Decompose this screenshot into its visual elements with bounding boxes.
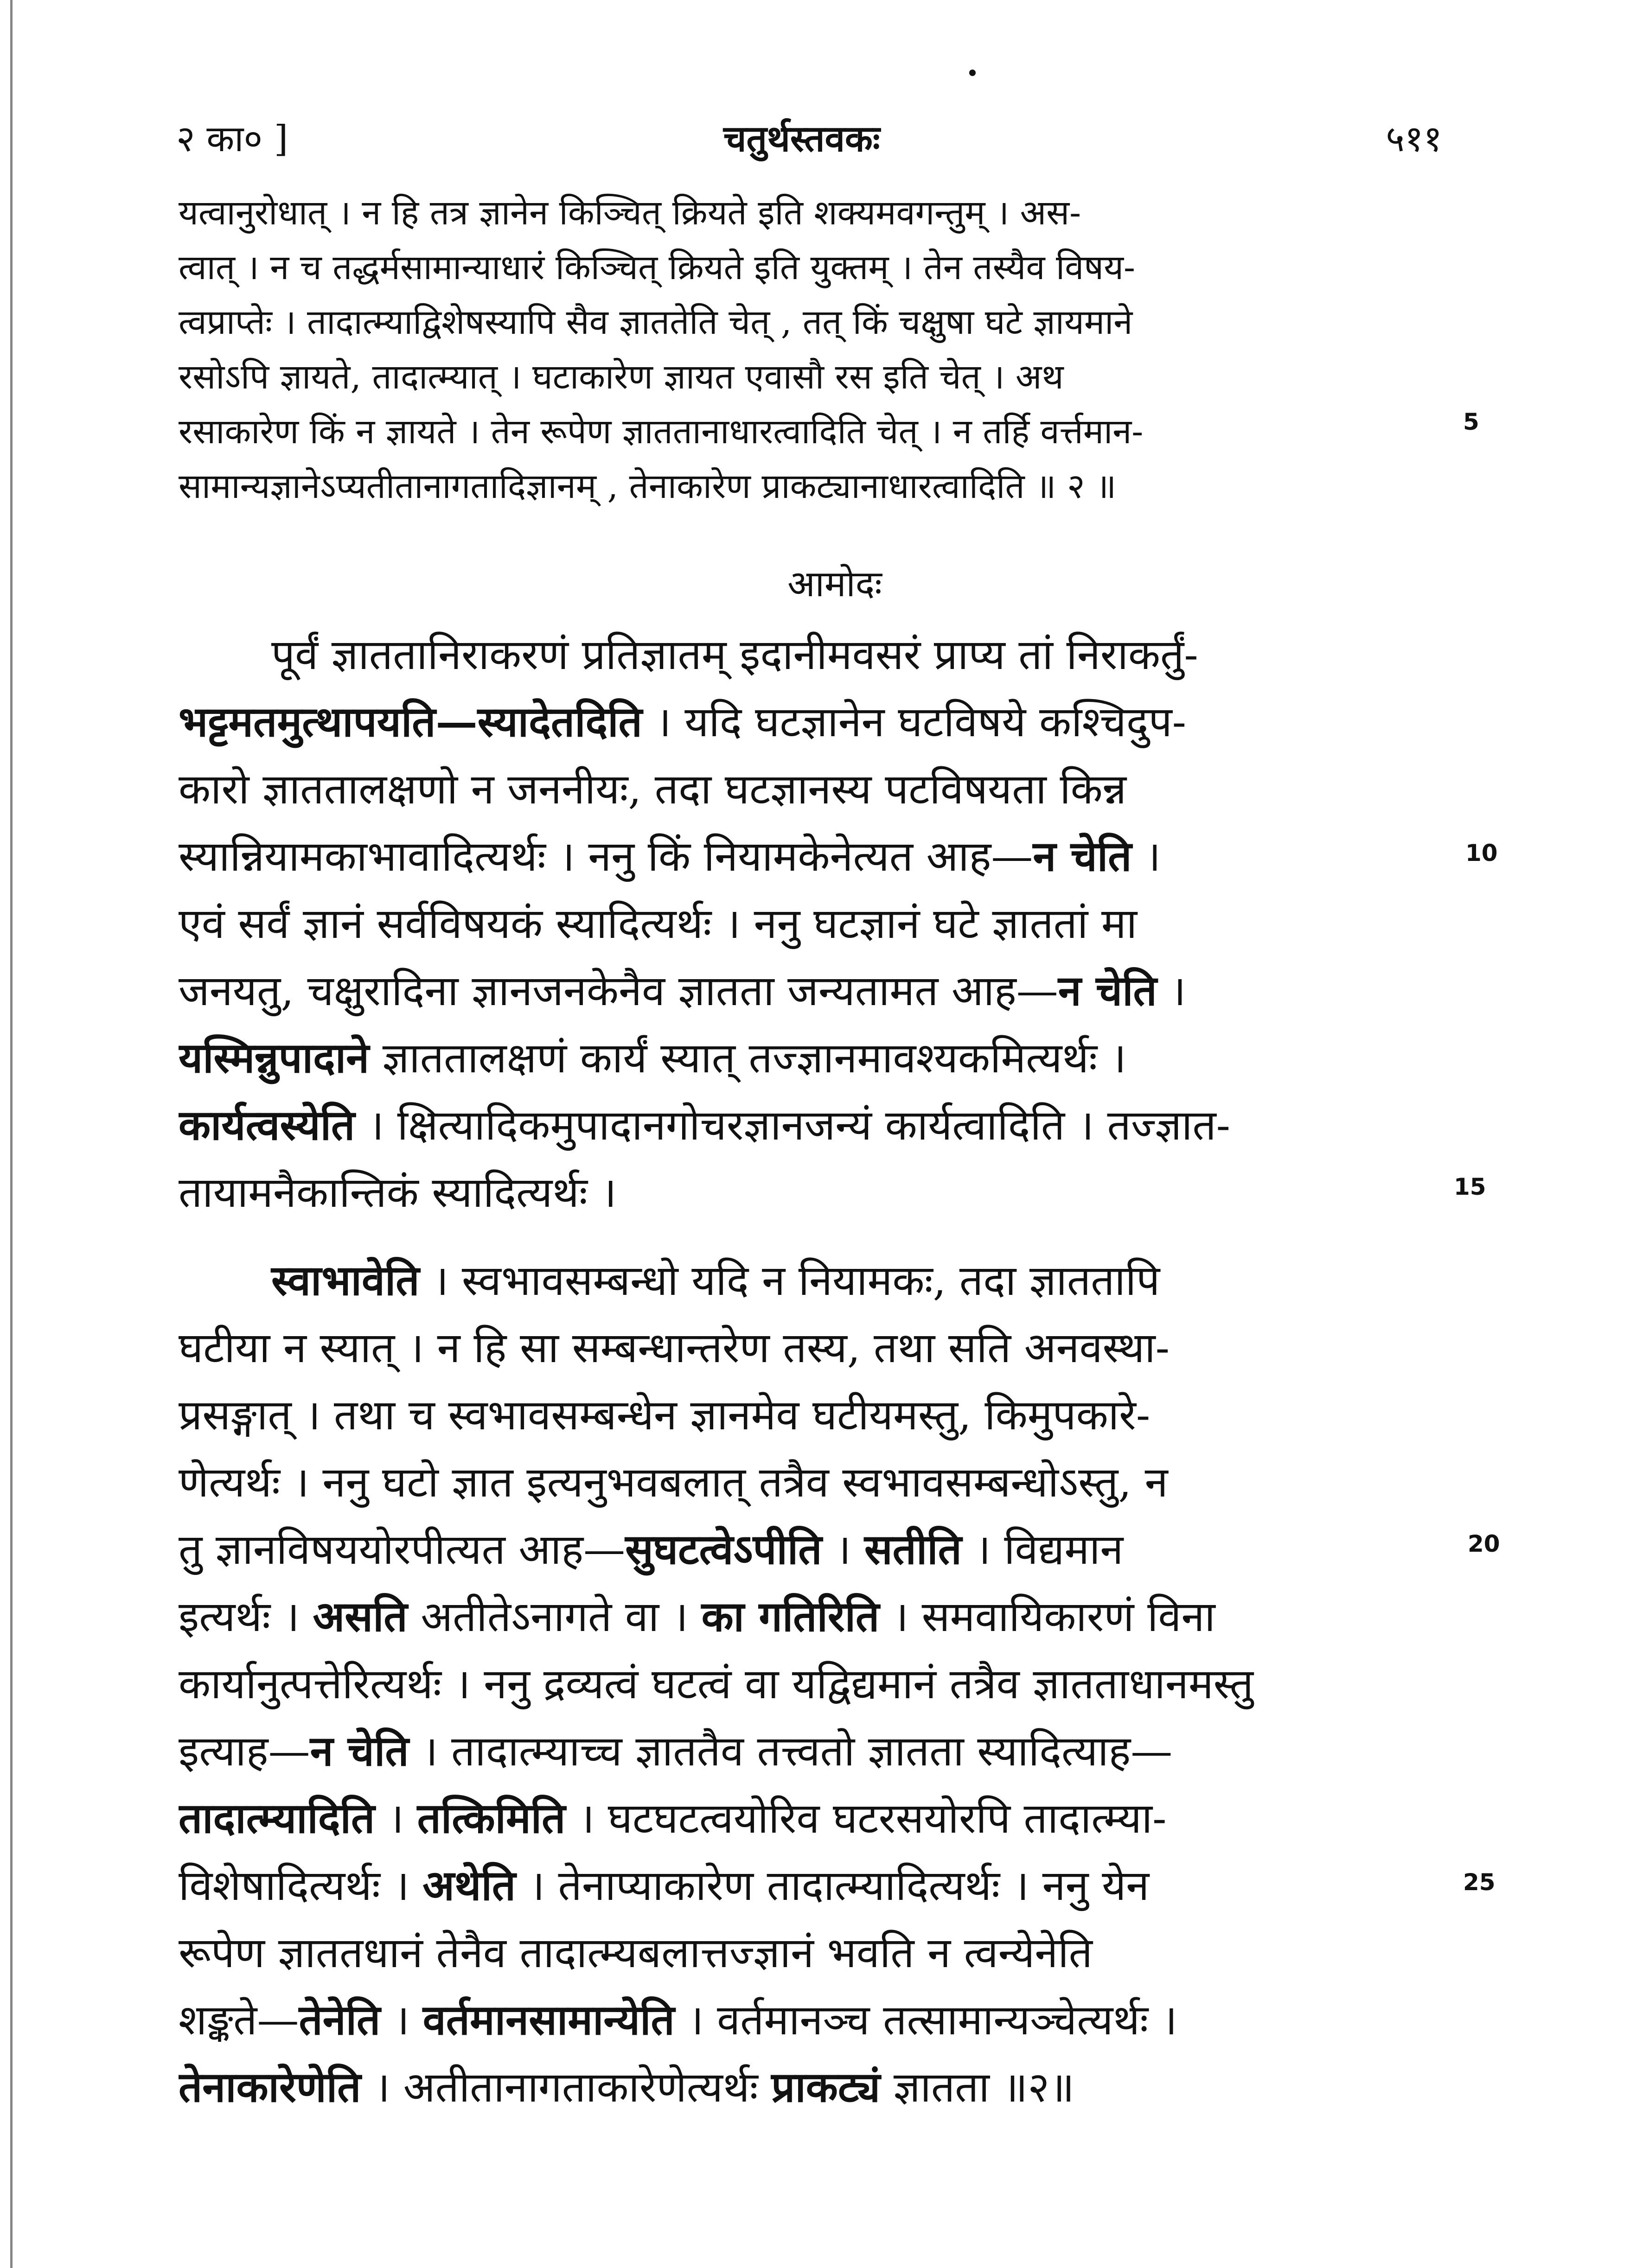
amoda-text: तु ज्ञानविषययोरपीत्यत आह— bbox=[179, 1525, 626, 1574]
ink-speck bbox=[969, 70, 976, 76]
lemma-keyword: स्यादेतदिति bbox=[477, 697, 642, 746]
lemma-keyword: प्राकट्यं bbox=[771, 2063, 881, 2112]
amoda-text: । bbox=[1131, 832, 1161, 881]
commentary-line: यत्वानुरोधात् । न हि तत्र ज्ञानेन किञ्चित् क्रियते इति शक्यमवगन्तुम् । अस- bbox=[179, 193, 1081, 233]
lemma-keyword: स्वाभावेति bbox=[271, 1256, 420, 1305]
amoda-text: । तादात्म्याच्च ज्ञाततैव तत्त्वतो ज्ञातता स्यादित्याह— bbox=[409, 1727, 1173, 1776]
amoda-line bbox=[179, 1852, 1440, 1919]
commentary-line: त्वप्राप्तेः । तादात्म्याद्विशेषस्यापि सैव ज्ञाततेति चेत् , तत् किं चक्षुषा घटे ज्ञायमाने bbox=[179, 302, 1133, 342]
amoda-text: रूपेण ज्ञाततधानं तेनैव तादात्म्यबलात्तज्ज्ञानं भवति न त्वन्येनेति bbox=[179, 1929, 1093, 1977]
amoda-line bbox=[179, 1785, 1440, 1852]
amoda-text: शङ्कते— bbox=[179, 1996, 299, 2045]
amoda-text: कारो ज्ञाततालक्षणो न जननीयः, तदा घटज्ञानस्य पटविषयता किन्न bbox=[179, 765, 1127, 814]
amoda-text: एवं सर्वं ज्ञानं सर्वविषयकं स्यादित्यर्थः । ननु घटज्ञानं घटे ज्ञाततां मा bbox=[179, 899, 1138, 948]
amoda-line bbox=[179, 1583, 1440, 1650]
margin-line-number: 15 bbox=[1454, 1173, 1486, 1200]
amoda-line bbox=[179, 1092, 1440, 1159]
amoda-line bbox=[179, 1718, 1440, 1785]
amoda-text: । स्वभावसम्बन्धो यदि न नियामकः, तदा ज्ञाततापि bbox=[419, 1256, 1160, 1305]
lemma-keyword: न चेति bbox=[1033, 832, 1132, 881]
running-header bbox=[176, 111, 1442, 167]
amoda-line bbox=[179, 1247, 1440, 1314]
amoda-text: । क्षित्यादिकमुपादानगोचरज्ञानजन्यं कार्यत्वादिति । तज्ज्ञात- bbox=[355, 1101, 1231, 1150]
amoda-line bbox=[179, 1314, 1440, 1382]
commentary-line: रसाकारेण किं न ज्ञायते । तेन रूपेण ज्ञाततानाधारत्वादिति चेत् । न तर्हि वर्त्तमान- bbox=[179, 412, 1144, 452]
scan-left-edge bbox=[10, 0, 13, 2268]
amoda-line bbox=[179, 1159, 1440, 1226]
amoda-line bbox=[179, 2054, 1440, 2121]
amoda-text: । bbox=[375, 1794, 417, 1843]
commentary-line: सामान्यज्ञानेऽप्यतीतानागतादिज्ञानम् , तेनाकारेण प्राकट्यानाधारत्वादिति ॥ २ ॥ bbox=[179, 466, 1117, 506]
amoda-line bbox=[179, 1987, 1440, 2054]
amoda-text: । तेनाप्याकारेण तादात्म्यादित्यर्थः । ननु येन bbox=[516, 1861, 1150, 1910]
amoda-line bbox=[179, 957, 1440, 1025]
lemma-keyword: का गतिरिति bbox=[701, 1592, 880, 1641]
amoda-paragraph-2 bbox=[179, 1247, 1440, 2121]
lemma-keyword: भट्टमतमुत्थापयति— bbox=[179, 697, 478, 746]
lemma-keyword: सतीति bbox=[864, 1525, 962, 1574]
amoda-line bbox=[179, 1025, 1440, 1092]
margin-line-number: 5 bbox=[1463, 408, 1479, 435]
header-chapter-title: चतुर्थस्तवकः bbox=[723, 118, 880, 160]
amoda-paragraph-1 bbox=[179, 621, 1440, 1226]
amoda-text: कार्यानुत्पत्तेरित्यर्थः । ननु द्रव्यत्वं घटत्वं वा यद्विद्यमानं तत्रैव ज्ञातताधानमस्तु bbox=[179, 1660, 1253, 1708]
commentary-block bbox=[179, 185, 1440, 514]
amoda-text: स्यान्नियामकाभावादित्यर्थः । ननु किं नियामकेनेत्यत आह— bbox=[179, 832, 1033, 881]
margin-line-number: 10 bbox=[1465, 840, 1498, 866]
amoda-text: विशेषादित्यर्थः । bbox=[179, 1861, 423, 1910]
amoda-line bbox=[179, 1382, 1440, 1449]
commentary-line: त्वात् । न च तद्धर्मसामान्याधारं किञ्चित् क्रियते इति युक्तम् । तेन तस्यैव विषय- bbox=[179, 248, 1135, 287]
margin-line-number: 20 bbox=[1468, 1530, 1500, 1557]
amoda-line bbox=[179, 1516, 1440, 1583]
amoda-text: । वर्तमानञ्च तत्सामान्यञ्चेत्यर्थः । bbox=[674, 1996, 1177, 2045]
lemma-keyword: यस्मिन्नुपादाने bbox=[179, 1033, 370, 1083]
page-number: ५११ bbox=[1386, 118, 1442, 160]
amoda-text: । अतीतानागताकारेणेत्यर्थः bbox=[361, 2063, 772, 2112]
amoda-text: पूर्वं ज्ञाततानिराकरणं प्रतिज्ञातम् इदानीमवसरं प्राप्य तां निराकर्तुं- bbox=[271, 631, 1198, 679]
lemma-keyword: तेनाकारेणेति bbox=[179, 2063, 361, 2112]
margin-line-number: 25 bbox=[1463, 1869, 1496, 1896]
lemma-keyword: तत्किमिति bbox=[417, 1794, 566, 1843]
lemma-keyword: कार्यत्वस्येति bbox=[179, 1101, 355, 1150]
amoda-line bbox=[179, 621, 1440, 688]
amoda-text: प्रसङ्गात् । तथा च स्वभावसम्बन्धेन ज्ञानमेव घटीयमस्तु, किमुपकारे- bbox=[179, 1391, 1151, 1440]
amoda-text: । समवायिकारणं विना bbox=[879, 1593, 1215, 1641]
amoda-text: । विद्यमान bbox=[961, 1525, 1124, 1574]
amoda-text: । bbox=[1157, 967, 1186, 1015]
lemma-keyword: तेनेति bbox=[299, 1995, 381, 2045]
amoda-text: इत्यर्थः । bbox=[179, 1593, 313, 1641]
amoda-text: । bbox=[380, 1996, 423, 2045]
amoda-line bbox=[179, 688, 1440, 756]
lemma-keyword: तादात्म्यादिति bbox=[179, 1794, 375, 1843]
amoda-line bbox=[179, 756, 1440, 823]
commentary-line: रसोऽपि ज्ञायते, तादात्म्यात् । घटाकारेण ज्ञायत एवासौ रस इति चेत् । अथ bbox=[179, 357, 1064, 397]
amoda-line bbox=[179, 890, 1440, 957]
amoda-text: । यदि घटज्ञानेन घटविषये कश्चिदुप- bbox=[642, 698, 1187, 746]
lemma-keyword: असति bbox=[313, 1592, 408, 1641]
amoda-text: घटीया न स्यात् । न हि सा सम्बन्धान्तरेण तस्य, तथा सति अनवस्था- bbox=[179, 1324, 1170, 1372]
lemma-keyword: अथेति bbox=[422, 1861, 516, 1910]
amoda-text: जनयतु, चक्षुरादिना ज्ञानजनकेनैव ज्ञातता जन्यतामत आह— bbox=[179, 967, 1058, 1015]
amoda-line bbox=[179, 1449, 1440, 1516]
amoda-line bbox=[179, 1650, 1440, 1718]
amoda-text: इत्याह— bbox=[179, 1727, 310, 1776]
amoda-text: । घटघटत्वयोरिव घटरसयोरपि तादात्म्या- bbox=[565, 1794, 1167, 1843]
amoda-line bbox=[179, 1919, 1440, 1987]
lemma-keyword: वर्तमानसामान्येति bbox=[422, 1995, 675, 2045]
amoda-text: । bbox=[822, 1525, 864, 1574]
amoda-text: णेत्यर्थः । ननु घटो ज्ञात इत्यनुभवबलात् तत्रैव स्वभावसम्बन्धोऽस्तु, न bbox=[179, 1458, 1168, 1507]
amoda-text: अतीतेऽनागते वा । bbox=[407, 1593, 702, 1641]
lemma-keyword: न चेति bbox=[1058, 966, 1157, 1015]
lemma-keyword: न चेति bbox=[310, 1726, 409, 1776]
lemma-keyword: सुघटत्वेऽपीति bbox=[625, 1525, 822, 1574]
section-heading-amoda: आमोदः bbox=[787, 563, 882, 605]
amoda-text: ज्ञातता ॥२॥ bbox=[880, 2063, 1074, 2112]
amoda-text: ज्ञाततालक्षणं कार्यं स्यात् तज्ज्ञानमावश्यकमित्यर्थः । bbox=[369, 1034, 1126, 1083]
amoda-text: तायामनैकान्तिकं स्यादित्यर्थः । bbox=[179, 1168, 617, 1217]
amoda-line bbox=[179, 823, 1440, 890]
header-section-ref: २ का० ] bbox=[176, 118, 288, 160]
